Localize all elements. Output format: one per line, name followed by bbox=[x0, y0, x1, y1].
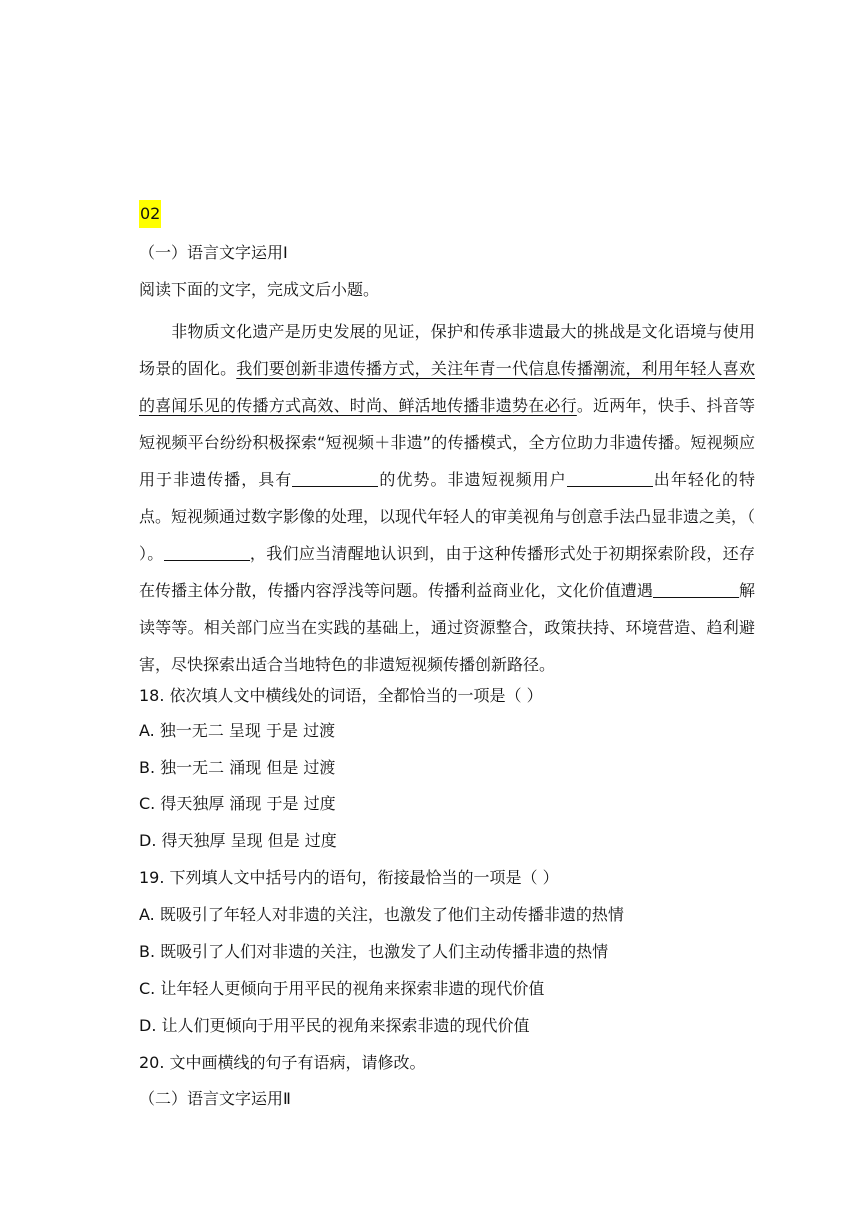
passage-text: 。近两年，快手、抖音等短视频平台纷纷积极探索“短视频＋非遗”的传播模式，全方位助力非遗传播。短视频应用于非遗传播，具有 bbox=[139, 396, 755, 489]
passage-text: 出年轻化的特点。短视频通过数字影像的处理，以现代年轻人的审美视角与创意手法凸显非遗之美，（ ）。 bbox=[139, 470, 756, 563]
highlight-marker: 02 bbox=[139, 200, 161, 228]
question-20: 20. 文中画横线的句子有语病，请修改。 bbox=[139, 1053, 426, 1072]
question-19-stem: 19. 下列填人文中括号内的语句，衔接最恰当的一项是（ ） bbox=[139, 868, 559, 887]
passage bbox=[139, 313, 755, 683]
blank-1 bbox=[292, 468, 378, 487]
instruction-text: 阅读下面的文字，完成文后小题。 bbox=[139, 280, 380, 299]
q19-option-b: B. 既吸引了人们对非遗的关注，也激发了人们主动传播非遗的热情 bbox=[139, 942, 609, 961]
section2-title: （二）语言文字运用Ⅱ bbox=[139, 1089, 291, 1108]
q19-option-a: A. 既吸引了年轻人对非遗的关注，也激发了他们主动传播非遗的热情 bbox=[139, 905, 624, 924]
blank-2 bbox=[567, 468, 653, 487]
passage-text: 解读等等。相关部门应当在实践的基础上，通过资源整合，政策扶持、环境营造、趋利避害，尽快探索出适合当地特色的非遗短视频传播创新路径。 bbox=[139, 581, 755, 674]
blank-4 bbox=[653, 579, 739, 598]
blank-3 bbox=[164, 542, 250, 561]
q19-option-d: D. 让人们更倾向于用平民的视角来探索非遗的现代价值 bbox=[139, 1016, 530, 1035]
passage-text: 非物质文化遗产是历史发展的见证，保护和传承非遗最大的挑战是文化语境与使用场景的固化。 bbox=[139, 322, 755, 378]
q18-option-c: C. 得天独厚 涌现 于是 过度 bbox=[139, 794, 336, 813]
section1-title: （一）语言文字运用Ⅰ bbox=[139, 243, 288, 262]
q18-option-d: D. 得天独厚 呈现 但是 过度 bbox=[139, 831, 337, 850]
passage-text: 的优势。非遗短视频用户 bbox=[378, 470, 567, 489]
question-18-stem: 18. 依次填人文中横线处的词语，全都恰当的一项是（ ） bbox=[139, 686, 543, 705]
q18-option-b: B. 独一无二 涌现 但是 过渡 bbox=[139, 758, 336, 777]
q19-option-c: C. 让年轻人更倾向于用平民的视角来探索非遗的现代价值 bbox=[139, 979, 545, 998]
passage-text: ，我们应当清醒地认识到，由于这种传播形式处于初期探索阶段，还存在传播主体分散，传播内容浮浅等问题。传播利益商业化，文化价值遭遇 bbox=[139, 544, 755, 600]
q18-option-a: A. 独一无二 呈现 于是 过渡 bbox=[139, 721, 336, 740]
underlined-sentence: 我们要创新非遗传播方式，关注年青一代信息传播潮流，利用年轻人喜欢的喜闻乐见的传播方式高效、时尚、鲜活地传播非遗势在必行 bbox=[139, 359, 755, 415]
